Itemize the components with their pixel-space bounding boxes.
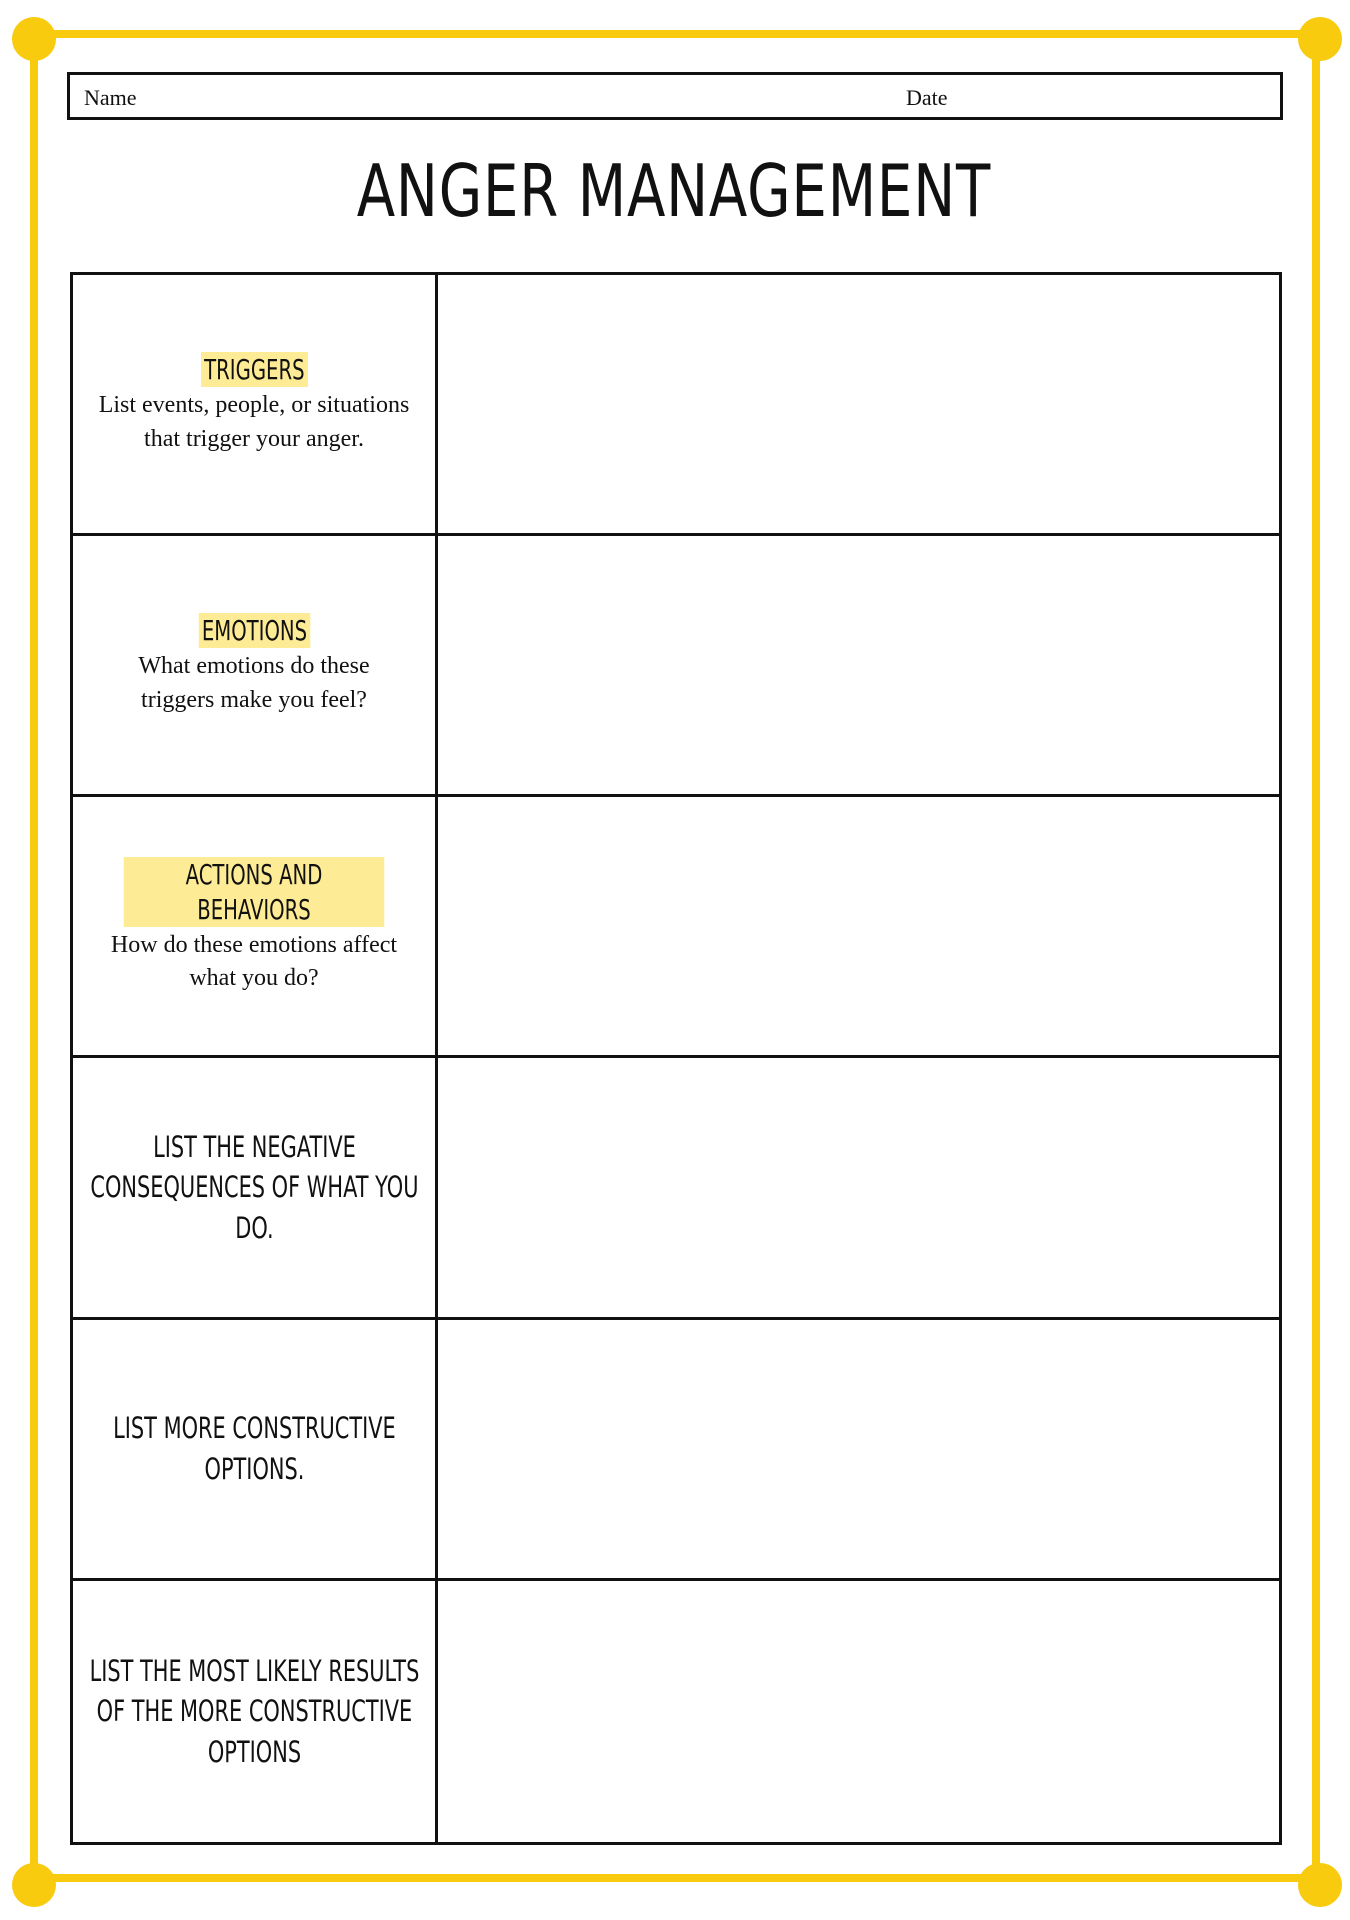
- name-date-bar: [67, 72, 1283, 120]
- date-label: Date: [906, 85, 948, 110]
- answer-cell-emotions[interactable]: [438, 536, 1279, 797]
- emotions-heading: EMOTIONS: [198, 613, 310, 648]
- actions-description: How do these emotions affect what you do?: [110, 931, 398, 992]
- negative-consequences-prompt: LIST THE NEGATIVE CONSEQUENCES OF WHAT YOU DO.: [89, 1129, 419, 1245]
- prompt-cell-emotions: [73, 536, 438, 797]
- worksheet-table: [70, 272, 1282, 1845]
- triggers-description: List events, people, or situations that trigger your anger.: [98, 391, 410, 452]
- prompt-cell-negative-consequences: [73, 1058, 438, 1319]
- emotions-description: What emotions do these triggers make you feel?: [138, 653, 370, 713]
- prompt-cell-actions: [73, 797, 438, 1058]
- name-label: Name: [84, 85, 137, 110]
- likely-results-prompt: LIST THE MOST LIKELY RESULTS OF THE MORE CONSTRUCTIVE OPTIONS: [89, 1653, 419, 1769]
- answer-cell-actions[interactable]: [438, 797, 1279, 1058]
- triggers-heading: TRIGGERS: [201, 352, 308, 387]
- answer-cell-negative-consequences[interactable]: [438, 1058, 1279, 1319]
- answer-cell-constructive-options[interactable]: [438, 1320, 1279, 1581]
- prompt-cell-likely-results: [73, 1581, 438, 1842]
- prompt-cell-constructive-options: [73, 1320, 438, 1581]
- answer-cell-triggers[interactable]: [438, 275, 1279, 536]
- actions-heading: ACTIONS AND BEHAVIORS: [124, 857, 385, 927]
- constructive-options-prompt: LIST MORE CONSTRUCTIVE OPTIONS.: [112, 1411, 396, 1486]
- answer-cell-likely-results[interactable]: [438, 1581, 1279, 1842]
- prompt-cell-triggers: [73, 275, 438, 536]
- page-title: ANGER MANAGEMENT: [356, 149, 992, 233]
